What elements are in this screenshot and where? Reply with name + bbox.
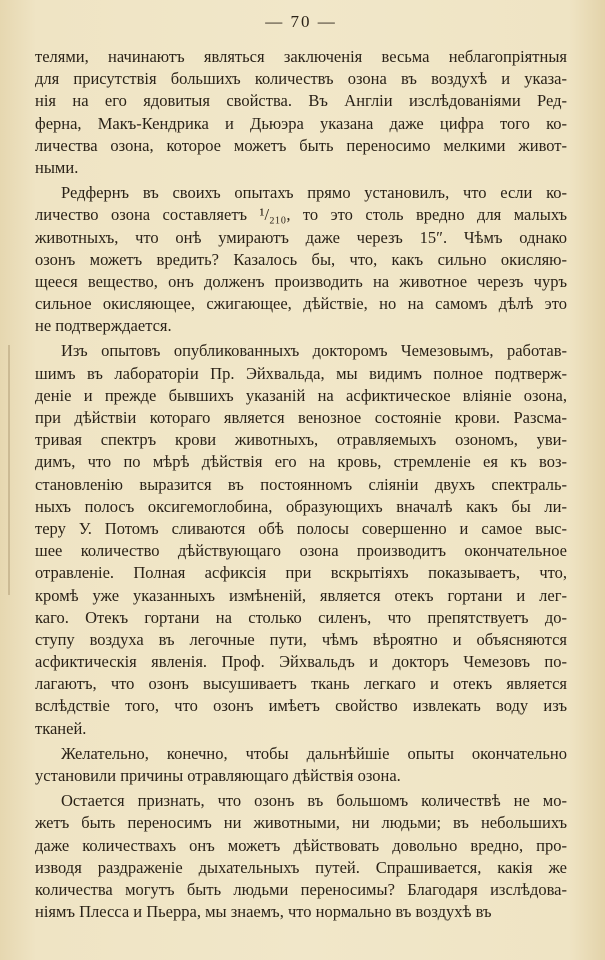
text-line: димъ, что по мѣрѣ дѣйствія его на кровь, стремленіе ея къ воз- (35, 452, 567, 472)
text-line: ныхъ полосъ оксигемоглобина, образующихъ вначалѣ какъ бы ли- (35, 496, 567, 516)
text-line: шимъ въ лабораторіи Пр. Эйхвальда, мы видимъ полное подтверж- (35, 363, 567, 383)
paragraph (35, 46, 567, 179)
text-line: теру У. Потомъ сливаются обѣ полосы совершенно и самое выс- (35, 518, 567, 538)
text-line: тканей. (35, 718, 87, 738)
text-line: нія на его ядовитыя свойства. Въ Англіи изслѣдованіями Ред- (35, 91, 567, 111)
text-line: количества могутъ быть людьми переносимы? Благодаря изслѣдова- (35, 879, 567, 899)
text-line: ніямъ Плесса и Пьерра, мы знаемъ, что нормально въ воздухѣ въ (35, 902, 492, 922)
text-line: становленію выразится въ постоянномъ сліяніи двухъ спектраль- (35, 474, 567, 494)
text-line: тривая спектръ крови животныхъ, отравляемыхъ озономъ, уви- (35, 430, 567, 450)
paragraph (35, 790, 567, 923)
text-line: даже количествахъ онъ можетъ дѣйствовать довольно вредно, про- (35, 835, 567, 855)
text-line: установили причины отравляющаго дѣйствія озона. (35, 766, 401, 785)
text-line: изводя раздраженіе дыхательныхъ путей. Спрашивается, какія же (35, 857, 567, 877)
text-line: ными. (35, 157, 79, 177)
text-line: лагаютъ, что озонъ высушиваетъ ткань легкаго и отекъ является (35, 674, 567, 694)
text-line: не подтверждается. (35, 316, 172, 336)
paragraph (35, 182, 567, 337)
text-line: для присутствія большихъ количествъ озона въ воздухѣ и указа- (35, 69, 567, 89)
text-line: вслѣдствіе того, что озонъ имѣетъ свойство извлекать воду изъ (35, 696, 567, 716)
text-line: Редфернъ въ своихъ опытахъ прямо установилъ, что если ко- (61, 183, 567, 203)
text-line: деніе и прежде бывшихъ указаній на асфиктическое вліяніе озона, (35, 385, 567, 405)
page-body-text (35, 46, 567, 923)
text-line: отравленіе. Полная асфиксія при вскрытіяхъ показываетъ, что, (35, 563, 567, 583)
text-line: личества озона, которое можетъ быть переносимо мелкими живот- (35, 135, 567, 155)
text-line: Изъ опытовъ опубликованныхъ докторомъ Чемезовымъ, работав- (61, 341, 567, 361)
text-line: жетъ быть переносимъ ни животными, ни людьми; въ небольшихъ (35, 813, 567, 833)
text-line: при дѣйствіи котораго является венозное состояніе крови. Разсма- (35, 408, 567, 427)
text-line: шее количество дѣйствующаго озона производитъ окончательное (35, 541, 567, 561)
page-number: — 70 — (265, 12, 337, 31)
text-line: ферна, Макъ-Кендрика и Дьюэра указана даже цифра того ко- (35, 113, 567, 133)
text-line: личество озона составляетъ ¹/₂₁₀, то это столь вредно для малыхъ (35, 205, 567, 225)
text-line: асфиктическія явленія. Проф. Эйхвальдъ и докторъ Чемезовъ по- (35, 652, 567, 672)
text-line: Остается признать, что озонъ въ большомъ количествѣ не мо- (61, 791, 567, 811)
text-line: щееся вещество, онъ долженъ производить на животное черезъ чуръ (35, 271, 567, 291)
text-line: озонъ можетъ вредить? Казалось бы, что, какъ сильно окисляю- (35, 249, 567, 269)
margin-pencil-mark (8, 345, 10, 595)
text-line: сильное окисляющее, сжигающее, дѣйствіе, но на самомъ дѣлѣ это (35, 294, 567, 314)
text-line: Желательно, конечно, чтобы дальнѣйшіе опыты окончательно (61, 743, 567, 763)
text-line: каго. Отекъ гортани на столько силенъ, что препятствуетъ до- (35, 607, 567, 627)
text-line: кромѣ уже указанныхъ измѣненій, является отекъ гортани и лег- (35, 585, 567, 605)
text-line: ступу воздуха въ легочные пути, чѣмъ вѣроятно и объясняются (35, 629, 567, 649)
paragraph (35, 340, 567, 739)
text-line: телями, начинаютъ являться заключенія весьма неблагопріятныя (35, 47, 567, 66)
text-line: животныхъ, что онѣ умираютъ даже черезъ 15″. Чѣмъ однако (35, 227, 567, 247)
paragraph (35, 743, 567, 787)
